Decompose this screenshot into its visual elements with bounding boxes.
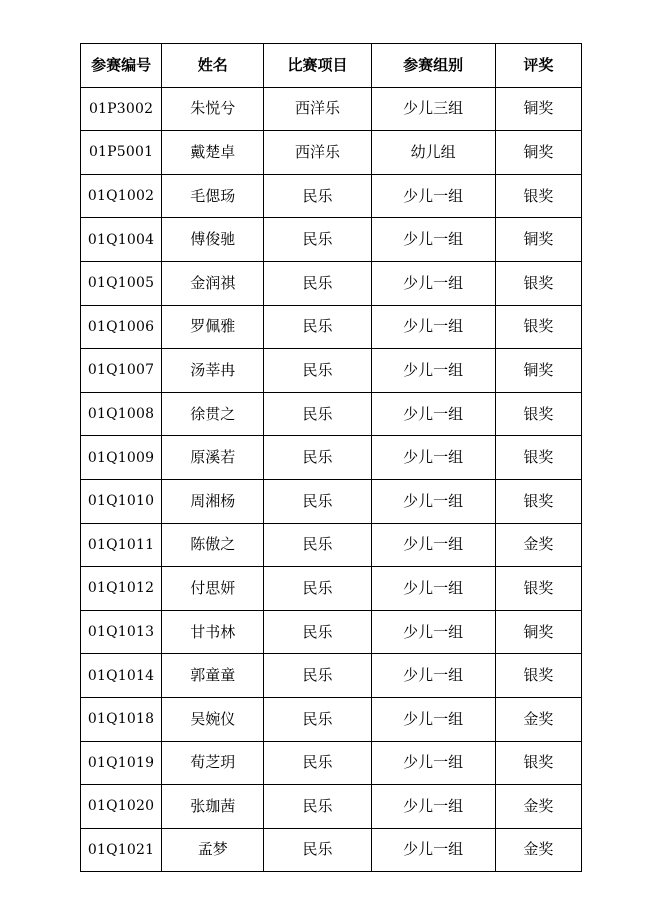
header-entry-id: 参赛编号 [81, 44, 162, 88]
cell-entry-id: 01Q1021 [81, 828, 162, 872]
cell-entry-id: 01Q1011 [81, 523, 162, 567]
cell-entry-id: 01Q1018 [81, 697, 162, 741]
cell-event: 民乐 [264, 523, 371, 567]
cell-name: 荀芝玥 [162, 741, 264, 785]
cell-event: 民乐 [264, 697, 371, 741]
cell-award: 金奖 [495, 828, 581, 872]
cell-entry-id: 01Q1019 [81, 741, 162, 785]
cell-award: 铜奖 [495, 131, 581, 175]
cell-event: 民乐 [264, 479, 371, 523]
table-row [81, 349, 582, 393]
cell-award: 铜奖 [495, 349, 581, 393]
header-name: 姓名 [162, 44, 264, 88]
cell-group: 少儿一组 [371, 610, 495, 654]
cell-name: 甘书林 [162, 610, 264, 654]
cell-group: 少儿一组 [371, 305, 495, 349]
cell-award: 银奖 [495, 392, 581, 436]
cell-entry-id: 01Q1020 [81, 785, 162, 829]
cell-entry-id: 01Q1009 [81, 436, 162, 480]
cell-name: 付思妍 [162, 567, 264, 611]
cell-group: 少儿一组 [371, 261, 495, 305]
cell-name: 孟梦 [162, 828, 264, 872]
cell-entry-id: 01Q1006 [81, 305, 162, 349]
table-body [81, 87, 582, 872]
cell-award: 铜奖 [495, 87, 581, 131]
cell-event: 民乐 [264, 567, 371, 611]
cell-event: 民乐 [264, 610, 371, 654]
table-row [81, 785, 582, 829]
cell-name: 傅俊驰 [162, 218, 264, 262]
cell-award: 银奖 [495, 174, 581, 218]
cell-entry-id: 01Q1007 [81, 349, 162, 393]
cell-group: 少儿一组 [371, 523, 495, 567]
cell-name: 周湘杨 [162, 479, 264, 523]
cell-name: 张珈茜 [162, 785, 264, 829]
cell-name: 毛偲玚 [162, 174, 264, 218]
cell-group: 少儿一组 [371, 828, 495, 872]
results-table [80, 43, 582, 872]
cell-name: 郭童童 [162, 654, 264, 698]
table-header [81, 44, 582, 88]
cell-group: 少儿一组 [371, 392, 495, 436]
header-award: 评奖 [495, 44, 581, 88]
cell-award: 金奖 [495, 785, 581, 829]
cell-entry-id: 01Q1013 [81, 610, 162, 654]
cell-group: 少儿一组 [371, 479, 495, 523]
cell-group: 幼儿组 [371, 131, 495, 175]
cell-award: 银奖 [495, 479, 581, 523]
cell-event: 民乐 [264, 392, 371, 436]
cell-entry-id: 01Q1010 [81, 479, 162, 523]
cell-award: 铜奖 [495, 610, 581, 654]
table-row [81, 479, 582, 523]
cell-event: 民乐 [264, 741, 371, 785]
cell-name: 戴楚卓 [162, 131, 264, 175]
cell-entry-id: 01Q1014 [81, 654, 162, 698]
cell-event: 西洋乐 [264, 131, 371, 175]
cell-event: 民乐 [264, 218, 371, 262]
table-row [81, 392, 582, 436]
cell-name: 陈傲之 [162, 523, 264, 567]
cell-group: 少儿一组 [371, 436, 495, 480]
table-row [81, 610, 582, 654]
table-row [81, 697, 582, 741]
table-row [81, 131, 582, 175]
cell-entry-id: 01P3002 [81, 87, 162, 131]
cell-award: 银奖 [495, 261, 581, 305]
cell-group: 少儿三组 [371, 87, 495, 131]
cell-group: 少儿一组 [371, 349, 495, 393]
cell-event: 民乐 [264, 828, 371, 872]
cell-name: 汤莘冉 [162, 349, 264, 393]
cell-entry-id: 01Q1005 [81, 261, 162, 305]
cell-group: 少儿一组 [371, 697, 495, 741]
cell-award: 金奖 [495, 697, 581, 741]
table-row [81, 828, 582, 872]
cell-event: 民乐 [264, 654, 371, 698]
cell-event: 民乐 [264, 261, 371, 305]
cell-entry-id: 01Q1012 [81, 567, 162, 611]
table-row [81, 87, 582, 131]
table-row [81, 567, 582, 611]
cell-entry-id: 01P5001 [81, 131, 162, 175]
table-row [81, 218, 582, 262]
cell-award: 银奖 [495, 436, 581, 480]
cell-award: 金奖 [495, 523, 581, 567]
cell-award: 银奖 [495, 654, 581, 698]
cell-event: 民乐 [264, 174, 371, 218]
cell-name: 原溪若 [162, 436, 264, 480]
cell-group: 少儿一组 [371, 174, 495, 218]
table-row [81, 741, 582, 785]
cell-event: 民乐 [264, 305, 371, 349]
cell-event: 西洋乐 [264, 87, 371, 131]
cell-group: 少儿一组 [371, 785, 495, 829]
cell-event: 民乐 [264, 436, 371, 480]
table-row [81, 261, 582, 305]
cell-name: 徐贯之 [162, 392, 264, 436]
cell-entry-id: 01Q1008 [81, 392, 162, 436]
table-row [81, 436, 582, 480]
cell-entry-id: 01Q1004 [81, 218, 162, 262]
cell-name: 吴婉仪 [162, 697, 264, 741]
cell-award: 银奖 [495, 305, 581, 349]
cell-group: 少儿一组 [371, 741, 495, 785]
header-group: 参赛组别 [371, 44, 495, 88]
header-event: 比赛项目 [264, 44, 371, 88]
cell-name: 金润祺 [162, 261, 264, 305]
cell-award: 铜奖 [495, 218, 581, 262]
cell-name: 朱悦兮 [162, 87, 264, 131]
cell-group: 少儿一组 [371, 218, 495, 262]
cell-event: 民乐 [264, 785, 371, 829]
table-row [81, 174, 582, 218]
cell-event: 民乐 [264, 349, 371, 393]
cell-award: 银奖 [495, 741, 581, 785]
table-row [81, 523, 582, 567]
cell-entry-id: 01Q1002 [81, 174, 162, 218]
table-row [81, 654, 582, 698]
cell-group: 少儿一组 [371, 567, 495, 611]
cell-group: 少儿一组 [371, 654, 495, 698]
cell-award: 银奖 [495, 567, 581, 611]
cell-name: 罗佩雅 [162, 305, 264, 349]
table-row [81, 305, 582, 349]
header-row [81, 44, 582, 88]
